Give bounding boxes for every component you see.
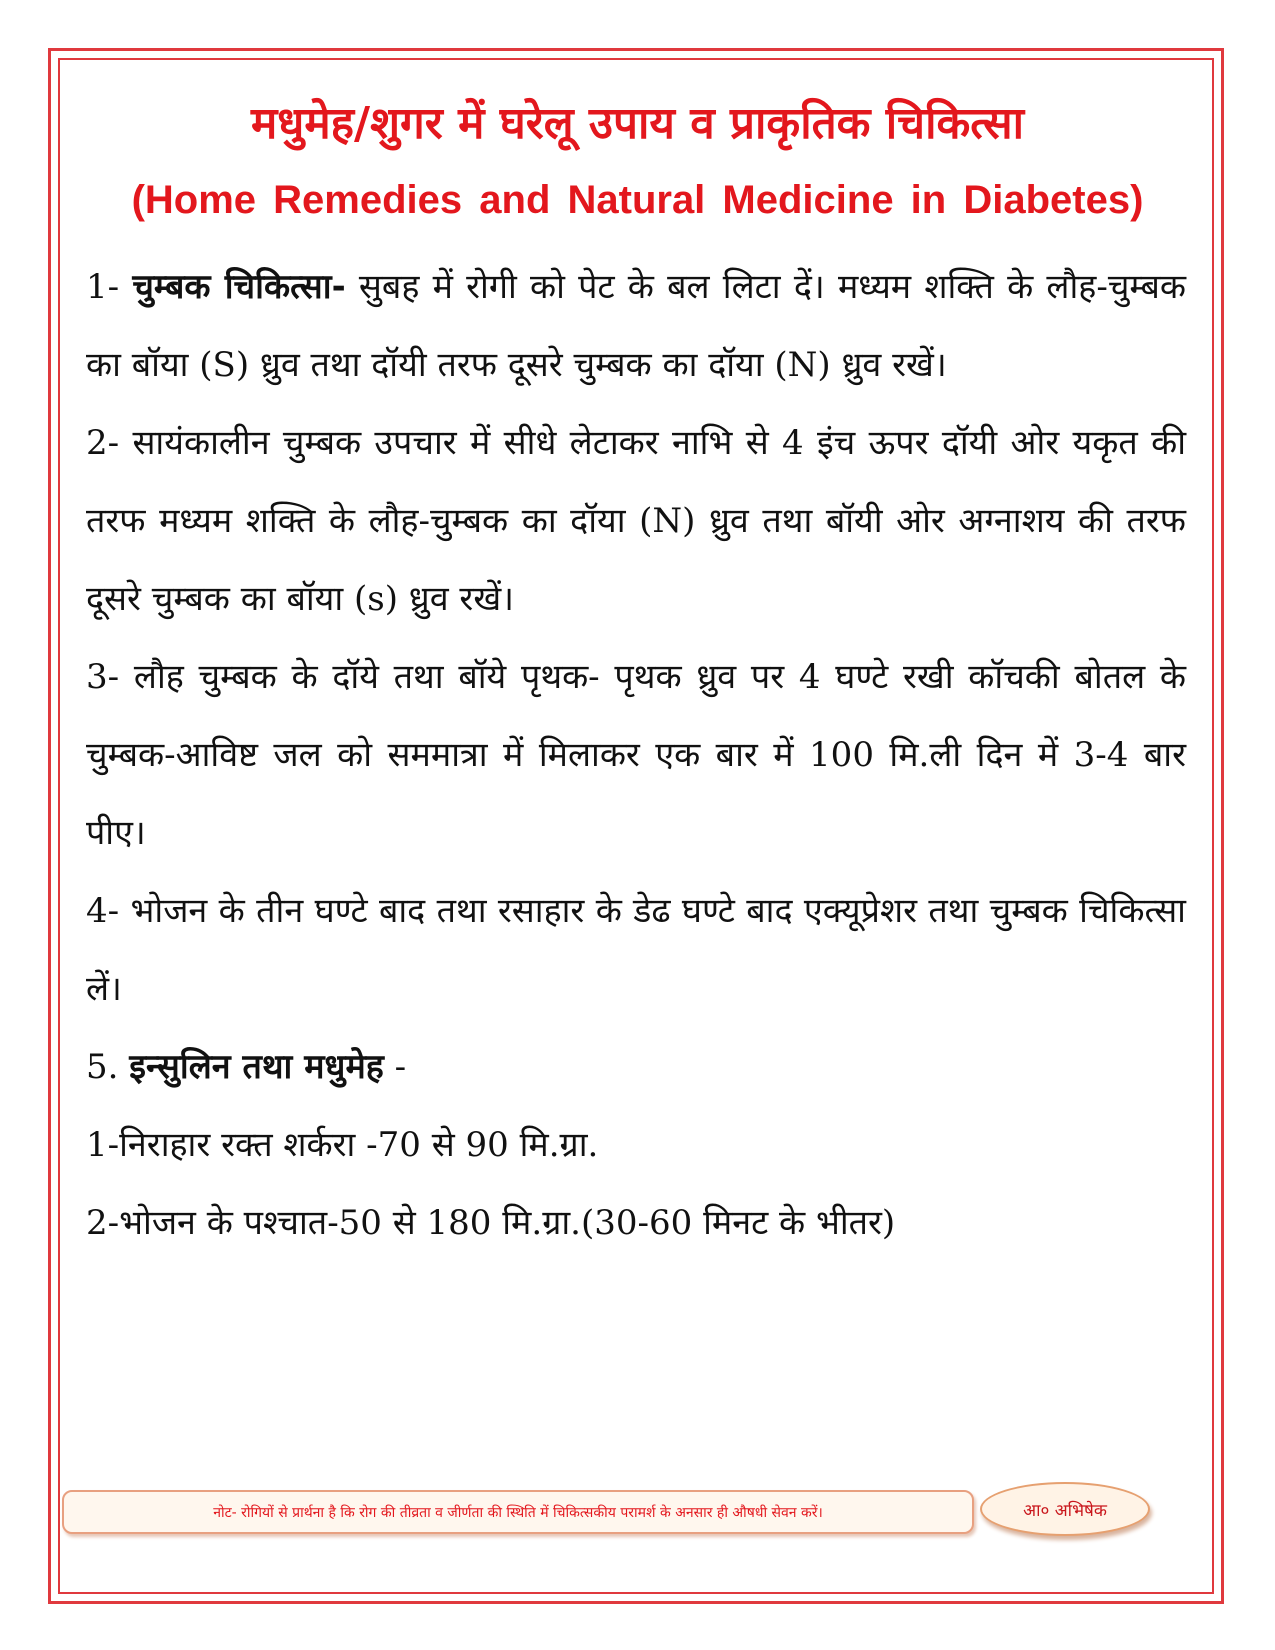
sugar-level-fasting: 1-निराहार रक्त शर्करा -70 से 90 मि.ग्रा. — [86, 1125, 599, 1165]
author-badge — [980, 1482, 1150, 1536]
page-title-english: (Home Remedies and Natural Medicine in Diabetes) — [131, 178, 1144, 222]
section-4 — [86, 872, 1186, 1028]
document-body — [86, 248, 1186, 1262]
footer-note-text: नोट- रोगियों से प्रार्थना है कि रोग की तीव्रता व जीर्णता की स्थिति में चिकित्सकीय परामर्श के अनसार ही औषधी सेवन करें। — [213, 1504, 823, 1521]
section-5 — [86, 1028, 1186, 1106]
section-text: लौह चुम्बक के दॉये तथा बॉये पृथक- पृथक ध्रुव पर 4 घण्टे रखी कॉचकी बोतल के चुम्बक-आविष्ट जल को सममात्रा में मिलाकर एक बार में 100 मि.ली दिन में 3-4 बार पीए। — [86, 657, 1186, 853]
section-heading: चुम्बक चिकित्सा- — [132, 267, 346, 307]
page-title-hindi: मधुमेह/शुगर में घरेलू उपाय व प्राकृतिक चिकित्सा — [250, 98, 1025, 149]
section-text: - — [394, 1047, 407, 1087]
section-3 — [86, 638, 1186, 872]
section-heading: इन्सुलिन तथा मधुमेह — [129, 1047, 384, 1087]
section-number: 3- — [86, 657, 120, 697]
author-name: आ० अभिषेक — [1023, 1500, 1107, 1521]
section-number: 4- — [86, 891, 120, 931]
sugar-level-post-meal: 2-भोजन के पश्चात-50 से 180 मि.ग्रा.(30-60 मिनट के भीतर) — [86, 1203, 896, 1243]
section-1 — [86, 248, 1186, 404]
section-number: 1- — [86, 267, 120, 307]
section-number: 5. — [86, 1047, 119, 1087]
section-text: सुबह में रोगी को पेट के बल लिटा दें। मध्यम शक्ति के लौह-चुम्बक का बॉया (S) ध्रुव तथा दॉयी तरफ दूसरे चुम्बक का दॉया (N) ध्रुव रखें। — [86, 267, 1186, 385]
section-number: 2- — [86, 423, 120, 463]
footer-note — [62, 1490, 974, 1534]
section-2 — [86, 404, 1186, 638]
section-text: सायंकालीन चुम्बक उपचार में सीधे लेटाकर नाभि से 4 इंच ऊपर दॉयी ओर यकृत की तरफ मध्यम शक्ति के लौह-चुम्बक का दॉया (N) ध्रुव तथा बॉयी ओर अग्नाशय की तरफ दूसरे चुम्बक का बॉया (s) ध्रुव रखें। — [86, 423, 1186, 619]
section-text: भोजन के तीन घण्टे बाद तथा रसाहार के डेढ घण्टे बाद एक्यूप्रेशर तथा चुम्बक चिकित्सा लें। — [86, 891, 1186, 1009]
